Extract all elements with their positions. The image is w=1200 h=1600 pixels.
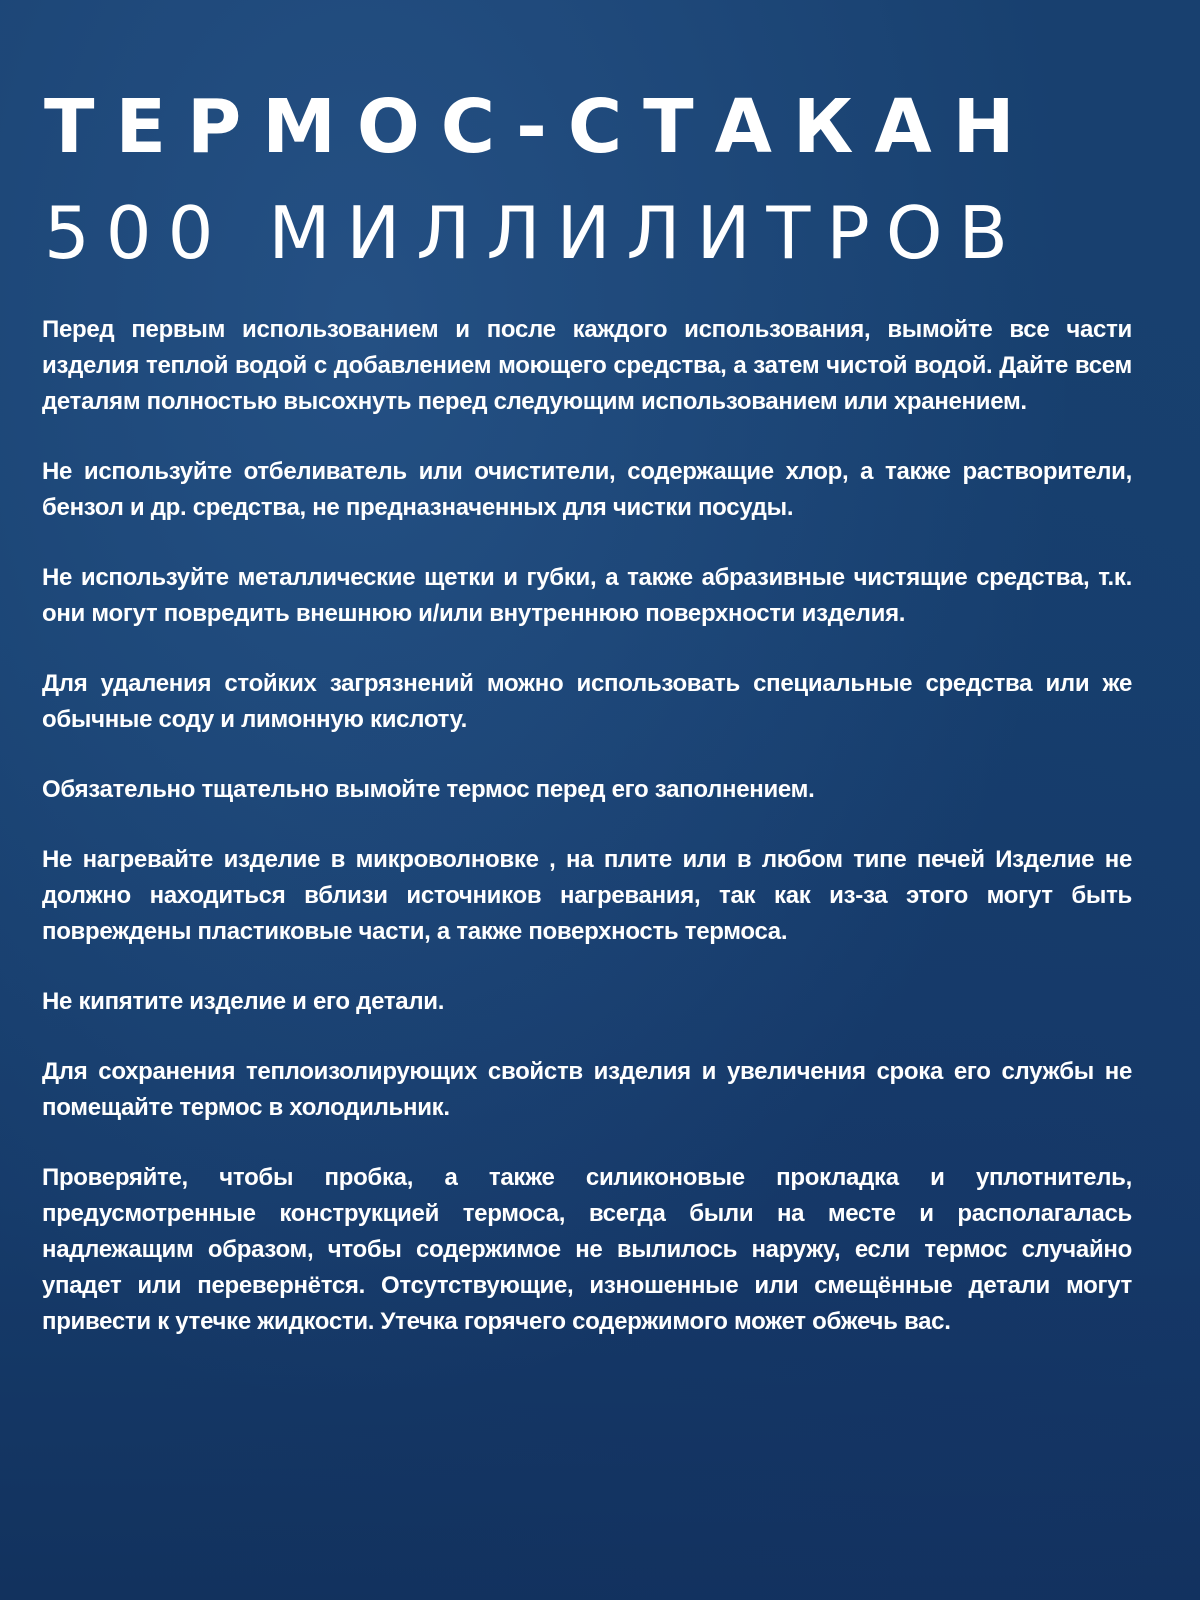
paragraph-wash-before-fill: Обязательно тщательно вымойте термос перед его заполнением. (42, 776, 815, 803)
paragraph-no-boiling: Не кипятите изделие и его детали. (42, 988, 445, 1015)
paragraph-no-heating: Не нагревайте изделие в микроволновке , на плите или в любом типе печей Изделие не должно находиться вблизи источников нагревания, так как из-за этого могут быть повреждены пластиковые части, а также поверхность термоса. (42, 846, 1132, 945)
paragraph-no-bleach: Не используйте отбеливатель или очистители, содержащие хлор, а также растворители, бензол и др. средства, не предназначенных для чистки посуды. (42, 458, 1132, 521)
paragraph-no-fridge: Для сохранения теплоизолирующих свойств изделия и увеличения срока его службы не помещайте термос в холодильник. (42, 1058, 1132, 1121)
paragraph-washing: Перед первым использованием и после каждого использования, вымойте все части изделия теплой водой с добавлением моющего средства, а затем чистой водой. Дайте всем деталям полностью высохнуть перед следующим использованием или хранением. (42, 316, 1132, 415)
paragraph-stains: Для удаления стойких загрязнений можно использовать специальные средства или же обычные соду и лимонную кислоту. (42, 670, 1132, 733)
page-title: ТЕРМОС-СТАКАН (44, 84, 1036, 170)
paragraph-check-seals: Проверяйте, чтобы пробка, а также силиконовые прокладка и уплотнитель, предусмотренные конструкцией термоса, всегда были на месте и располагалась надлежащим образом, чтобы содержимое не вылилось наружу, если термос случайно упадет или перевернётся. Отсутствующие, изношенные или смещённые детали могут привести к утечке жидкости. Утечка горячего содержимого может обжечь вас. (42, 1164, 1132, 1335)
paragraph-no-abrasives: Не используйте металлические щетки и губки, а также абразивные чистящие средства, т.к. они могут повредить внешнюю и/или внутреннюю поверхности изделия. (42, 564, 1132, 627)
page-subtitle: 500 МИЛЛИЛИТРОВ (44, 191, 1024, 275)
instructions-body (42, 312, 1132, 1340)
